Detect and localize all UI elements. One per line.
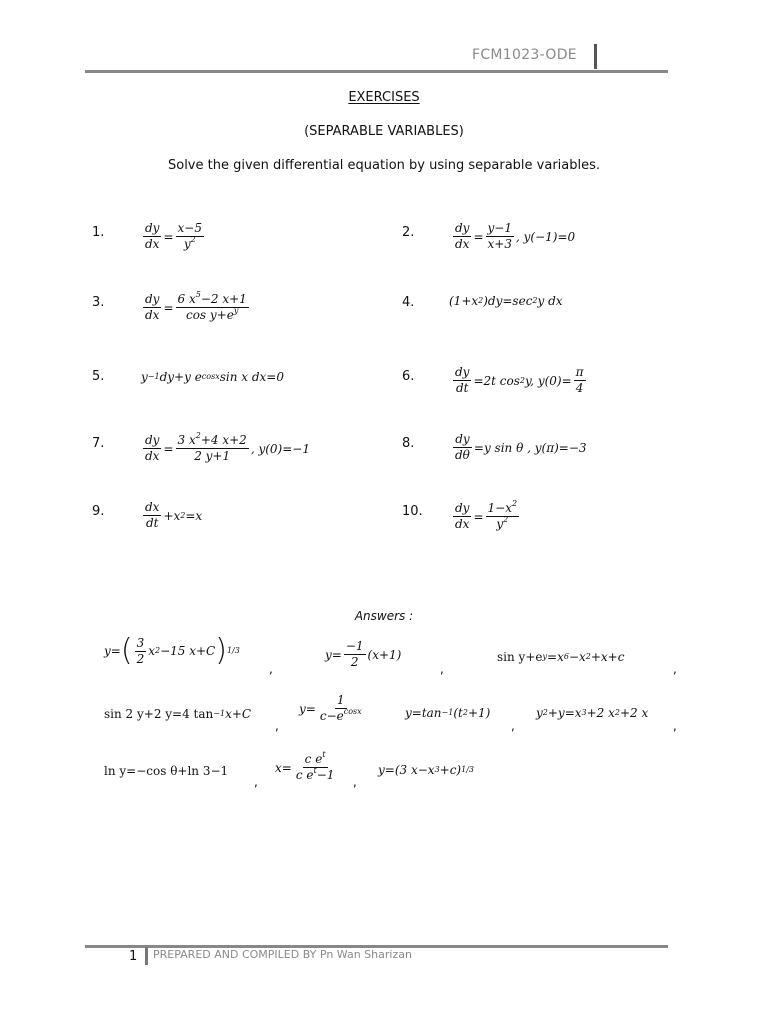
instruction-text: Solve the given differential equation by using separable variables. <box>167 158 601 173</box>
answer-8: ln y=−cos θ+ln 3−1 <box>104 764 229 778</box>
answer-separator: , <box>673 662 677 676</box>
answer-separator: , <box>673 719 677 733</box>
document-code: FCM1023-ODE <box>472 47 577 63</box>
footer-divider <box>145 947 148 965</box>
exercise-2-equation: $\frac{dy}{dx}$ = $\frac{y-1}{x+3}$ , y(−1)=0 <box>455 221 576 251</box>
answer-1: y= ( $\frac{3}{2}$ x 2 −15 x+C ) 1/3 <box>104 633 240 668</box>
answer-7: y 2 +y=x 3 +2 x 2 +2 x <box>536 706 649 720</box>
page-number: 1 <box>129 949 138 964</box>
exercise-number: 6. <box>402 369 415 384</box>
answer-5: y= $\frac{1}{c-e^{cosx}}$ <box>299 693 362 723</box>
header-rule <box>85 70 668 73</box>
answer-4: sin 2 y+2 y=4 tan −1 x+C <box>104 707 252 721</box>
exercise-number: 3. <box>92 295 105 310</box>
answer-separator: , <box>353 775 357 789</box>
page-title: EXERCISES <box>348 90 420 105</box>
exercise-7-equation: $\frac{dy}{dx}$ = $\frac{3 x^2+4 x+2}{2 y+1}$ , y(0)=−1 <box>145 431 310 463</box>
exercise-number: 4. <box>402 295 415 310</box>
exercise-5-equation: y −1 dy+y e cosx sin x dx=0 <box>141 370 284 384</box>
answer-separator: , <box>275 719 279 733</box>
exercise-3-equation: $\frac{dy}{dx}$ = $\frac{6 x^5-2 x+1}{\cos y+e^y}$ <box>145 290 247 322</box>
answer-6: y=tan −1 (t 2 +1) <box>405 706 491 720</box>
answer-3: sin y+e y =x 6 −x 2 +x+c <box>497 650 625 664</box>
exercise-8-equation: $\frac{dy}{d\theta}$ =y sin θ , y(π)=−3 <box>455 432 587 462</box>
exercise-6-equation: $\frac{dy}{dt}$ =2t cos 2 y, y(0)= $\frac{\pi}{4}$ <box>455 365 584 395</box>
answer-9: x= $\frac{c e^t}{c e^t-1}$ <box>275 750 335 782</box>
exercise-number: 7. <box>92 436 105 451</box>
exercise-number: 10. <box>402 504 423 519</box>
answers-title: Answers : <box>354 609 414 623</box>
answer-10: y=(3 x−x 3 +c) 1/3 <box>378 763 474 777</box>
exercise-4-equation: (1+x 2 )dy=sec 2 y dx <box>449 294 563 308</box>
page-subtitle: (SEPARABLE VARIABLES) <box>304 124 464 139</box>
header-divider <box>594 44 597 69</box>
answer-2: y= $\frac{-1}{2}$ (x+1) <box>325 639 402 669</box>
exercise-1-equation: $\frac{dy}{dx}$ = $\frac{x-5}{y^2}$ <box>145 221 202 251</box>
exercise-number: 9. <box>92 504 105 519</box>
exercise-number: 1. <box>92 225 105 240</box>
answer-separator: , <box>269 662 273 676</box>
exercise-9-equation: $\frac{dx}{dt}$ +x 2 =x <box>145 500 203 530</box>
exercise-number: 2. <box>402 225 415 240</box>
exercise-number: 5. <box>92 369 105 384</box>
exercise-10-equation: $\frac{dy}{dx}$ = $\frac{1-x^2}{y^2}$ <box>455 499 518 531</box>
answer-separator: , <box>511 719 515 733</box>
answer-separator: , <box>440 662 444 676</box>
exercise-number: 8. <box>402 436 415 451</box>
answer-separator: , <box>254 775 258 789</box>
footer-text: PREPARED AND COMPILED BY Pn Wan Sharizan <box>153 948 412 961</box>
